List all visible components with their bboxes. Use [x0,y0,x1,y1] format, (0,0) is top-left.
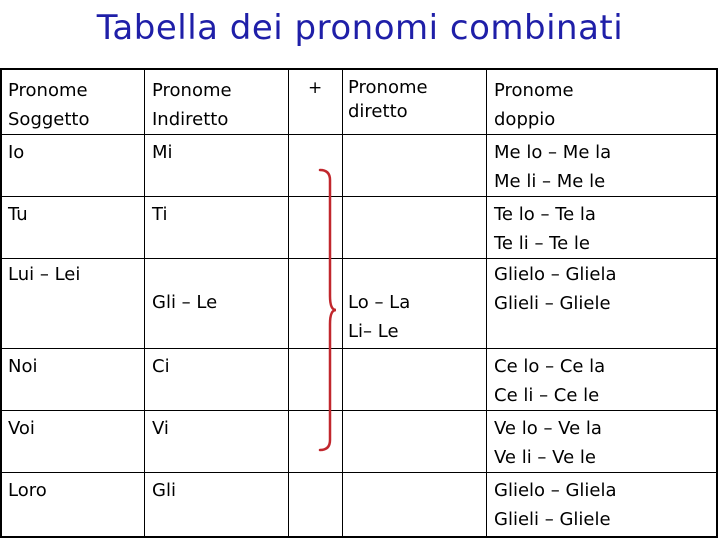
curly-brace-icon [306,168,338,452]
header-indiretto [152,76,232,134]
soggetto-cell: Voi [8,418,35,439]
diretto-line: Li– Le [348,321,399,342]
header-diretto-line2: diretto [348,101,408,122]
column-divider [342,70,343,536]
indiretto-cell: Vi [152,418,169,439]
doppio-cell [494,260,617,318]
column-divider [288,70,289,536]
soggetto-cell: Noi [8,356,38,377]
doppio-line: Ce lo – Ce la [494,356,606,377]
indiretto-cell: Ti [152,204,168,225]
header-doppio-line2: doppio [494,109,556,130]
header-plus: + [308,78,323,98]
doppio-line: Te lo – Te la [494,204,596,225]
column-divider [144,70,145,536]
indiretto-cell: Gli – Le [152,292,218,313]
indiretto-cell: Ci [152,356,170,377]
row-divider [2,472,716,473]
header-indiretto-line2: Indiretto [152,109,229,130]
header-doppio-line1: Pronome [494,80,574,101]
diretto-cell [348,288,410,346]
header-soggetto [8,76,90,134]
doppio-line: Glielo – Gliela [494,264,617,285]
doppio-cell [494,414,602,472]
page-title: Tabella dei pronomi combinati [96,8,624,48]
soggetto-cell: Lui – Lei [8,264,81,285]
row-divider [2,196,716,197]
doppio-line: Me lo – Me la [494,142,612,163]
doppio-line: Ve lo – Ve la [494,418,602,439]
doppio-line: Ve li – Ve le [494,447,596,468]
doppio-line: Me li – Me le [494,171,606,192]
doppio-line: Glielo – Gliela [494,480,617,501]
soggetto-cell: Loro [8,480,47,501]
header-diretto-line1: Pronome [348,77,428,98]
header-indiretto-line1: Pronome [152,80,232,101]
indiretto-cell: Mi [152,142,173,163]
header-doppio [494,76,574,134]
doppio-line: Glieli – Gliele [494,293,611,314]
header-soggetto-line2: Soggetto [8,109,90,130]
diretto-line: Lo – La [348,292,411,313]
doppio-line: Glieli – Gliele [494,509,611,530]
doppio-cell [494,200,596,258]
indiretto-cell: Gli [152,480,176,501]
doppio-cell [494,476,617,534]
header-soggetto-line1: Pronome [8,80,88,101]
row-divider [2,410,716,411]
doppio-cell [494,138,611,196]
doppio-line: Ce li – Ce le [494,385,600,406]
curly-brace-path [320,170,336,450]
soggetto-cell: Tu [8,204,28,225]
doppio-line: Te li – Te le [494,233,590,254]
doppio-cell [494,352,605,410]
row-divider [2,258,716,259]
pronoun-table [0,68,718,538]
row-divider [2,134,716,135]
soggetto-cell: Io [8,142,25,163]
header-diretto [348,76,428,124]
row-divider [2,348,716,349]
column-divider [486,70,487,536]
